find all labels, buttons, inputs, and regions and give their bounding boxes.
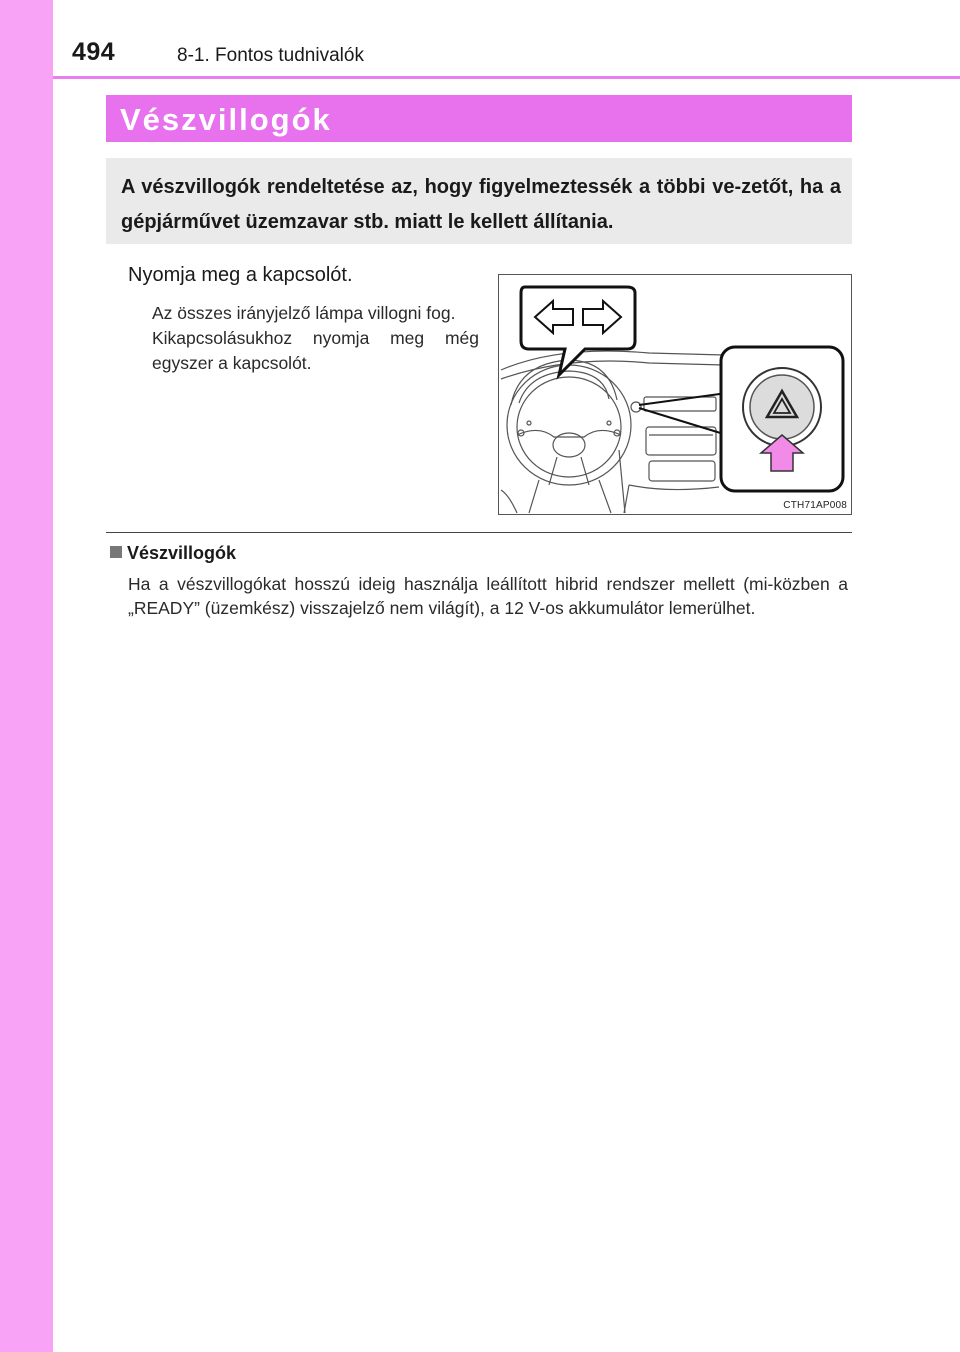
note-heading [110,543,236,564]
step-line-1: Az összes irányjelző lámpa villogni fog. [152,303,456,323]
section-banner [106,95,852,142]
side-tab-strip [0,0,53,1352]
step-line-2: Kikapcsolásukhoz nyomja meg még egyszer a kapcsolót. [152,328,479,373]
step-body [152,301,479,376]
hazard-switch-illustration [498,274,852,515]
header-rule [53,76,960,79]
section-divider [106,532,852,533]
note-body: Ha a vészvillogókat hosszú ideig használja leállított hibrid rendszer mellett (mi-közben a „READY” (üzemkész) visszajelző nem világít), a 12 V-os akkumulátor lemerülhet. [128,574,848,618]
note-heading-text: Vészvillogók [127,543,237,563]
section-title: Vészvillogók [120,102,332,137]
figure-code: CTH71AP008 [783,500,847,511]
dashboard-drawing [499,275,851,514]
chapter-title: 8-1. Fontos tudnivalók [177,45,364,66]
intro-text: A vészvillogók rendeltetése az, hogy figyelmeztessék a többi ve-zetőt, ha a gépjárművet üzemzavar stb. miatt le kellett állítania. [121,176,841,233]
page-number: 494 [72,38,116,66]
bullet-square-icon [110,546,122,558]
step-title: Nyomja meg a kapcsolót. [128,264,353,286]
intro-box [106,158,852,244]
